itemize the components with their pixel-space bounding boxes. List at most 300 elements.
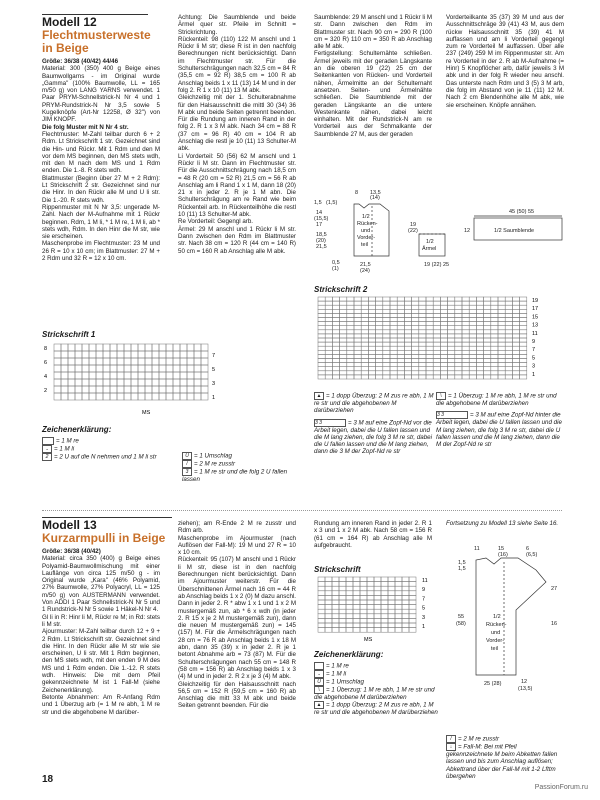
chart-cell bbox=[325, 334, 332, 338]
model12-subtitle-line2: in Beige bbox=[42, 41, 89, 55]
chart-cell bbox=[383, 326, 390, 330]
model13-col4 bbox=[446, 520, 564, 527]
chart-cell bbox=[476, 371, 483, 375]
chart-cell bbox=[347, 375, 354, 379]
para: Gleichzeitig mit der 1. Schulterabnahme für den Halsausschnitt die mittl 30 (34) 36 M abk und beide Seiten getrennt beenden. Für die Rundung am inneren Rand in der folg 2. R 1 x 3 M abk. Nach 34 cm = 88 R (37 cm = 96 R) 40 cm = 104 R ab Anschlag die restl je 10 (11) 13 Schulter-M abk. bbox=[178, 94, 296, 153]
chart-cell bbox=[520, 371, 527, 375]
chart-cell bbox=[376, 318, 383, 322]
chart-cell bbox=[412, 309, 419, 313]
chart-cell bbox=[173, 344, 180, 351]
chart-cell bbox=[395, 600, 402, 605]
chart-cell bbox=[383, 318, 390, 322]
chart-cell bbox=[397, 367, 404, 371]
chart-cell bbox=[412, 375, 419, 379]
stitch-ssk-icon: \ bbox=[436, 392, 446, 400]
chart-cell bbox=[347, 367, 354, 371]
chart-cell bbox=[476, 330, 483, 334]
chart-cell bbox=[325, 623, 332, 628]
chart-cell bbox=[54, 351, 61, 358]
chart-cell bbox=[368, 318, 375, 322]
chart-cell bbox=[383, 305, 390, 309]
chart-cell bbox=[367, 600, 374, 605]
chart-cell bbox=[374, 582, 381, 587]
chart-cell bbox=[426, 367, 433, 371]
chart-cell bbox=[347, 350, 354, 354]
chart-cell bbox=[397, 375, 404, 379]
chart-cell bbox=[448, 318, 455, 322]
chart-cell bbox=[426, 359, 433, 363]
chart-cell bbox=[339, 628, 346, 633]
chart-cell bbox=[325, 614, 332, 619]
chart-cell bbox=[96, 358, 103, 365]
chart-cell bbox=[498, 367, 505, 371]
chart-cell bbox=[340, 313, 347, 317]
chart-cell bbox=[325, 367, 332, 371]
chart-cell bbox=[180, 379, 187, 386]
chart-cell bbox=[491, 309, 498, 313]
chart-cell bbox=[61, 344, 68, 351]
chart-cell bbox=[89, 344, 96, 351]
chart-cell bbox=[390, 359, 397, 363]
chart-cell bbox=[419, 371, 426, 375]
chart-cell bbox=[462, 375, 469, 379]
chart-cell bbox=[159, 372, 166, 379]
chart-cell bbox=[383, 363, 390, 367]
chart-cell bbox=[390, 297, 397, 301]
chart-cell bbox=[404, 371, 411, 375]
chart-cell bbox=[361, 346, 368, 350]
chart-cell bbox=[325, 600, 332, 605]
chart-cell bbox=[318, 305, 325, 309]
chart-cell bbox=[110, 344, 117, 351]
chart-cell bbox=[346, 591, 353, 596]
chart-cell bbox=[476, 318, 483, 322]
chart-cell bbox=[409, 586, 416, 591]
schema-label: (24) bbox=[360, 268, 370, 274]
chart-cell bbox=[409, 628, 416, 633]
chart-cell bbox=[448, 350, 455, 354]
chart-cell bbox=[187, 393, 194, 400]
chart-cell bbox=[397, 371, 404, 375]
chart-cell bbox=[368, 346, 375, 350]
chart-cell bbox=[340, 371, 347, 375]
chart-cell bbox=[173, 386, 180, 393]
chart-cell bbox=[440, 354, 447, 358]
chart-cell bbox=[498, 313, 505, 317]
chart-cell bbox=[68, 358, 75, 365]
chart-cell bbox=[332, 309, 339, 313]
chart-cell bbox=[347, 305, 354, 309]
chart-cell bbox=[520, 326, 527, 330]
chart-cell bbox=[82, 351, 89, 358]
chart-cell bbox=[388, 628, 395, 633]
chart-cell bbox=[498, 334, 505, 338]
chart-cell bbox=[180, 372, 187, 379]
chart-row-label: 7 bbox=[422, 596, 426, 603]
chart-cell bbox=[361, 305, 368, 309]
chart-cell bbox=[325, 375, 332, 379]
chart-cell bbox=[340, 301, 347, 305]
chart-cell bbox=[325, 330, 332, 334]
legend-item: 3 = 1 M re str und die folg 2 U fallen lassen bbox=[182, 468, 288, 483]
chart-cell bbox=[397, 346, 404, 350]
legend-item: U = 1 Umschlag bbox=[182, 452, 302, 460]
schema-label: und bbox=[491, 630, 501, 636]
chart-cell bbox=[433, 322, 440, 326]
schema-label: 27 bbox=[551, 586, 558, 592]
chart-cell bbox=[462, 305, 469, 309]
chart-cell bbox=[368, 326, 375, 330]
chart-cell bbox=[383, 342, 390, 346]
schema-label: 55 bbox=[458, 614, 465, 620]
chart-row-label: 11 bbox=[422, 578, 428, 584]
schema-label: 8 bbox=[355, 190, 359, 196]
para: Größe: 36/38 (40/42) 44/46 bbox=[42, 58, 119, 65]
chart-cell bbox=[462, 346, 469, 350]
chart-cell bbox=[476, 367, 483, 371]
chart-cell bbox=[484, 301, 491, 305]
watermark: PassionForum.ru bbox=[534, 784, 588, 791]
chart-cell bbox=[124, 365, 131, 372]
chart-cell bbox=[404, 338, 411, 342]
chart-cell bbox=[381, 628, 388, 633]
chart-cell bbox=[354, 330, 361, 334]
chart-cell bbox=[340, 346, 347, 350]
schema-label: 1/2 bbox=[426, 239, 434, 245]
chart-cell bbox=[318, 595, 325, 600]
chart-cell bbox=[404, 301, 411, 305]
chart-cell bbox=[512, 375, 519, 379]
chart-cell bbox=[340, 363, 347, 367]
chart-cell bbox=[332, 618, 339, 623]
chart-cell bbox=[520, 338, 527, 342]
chart-cell bbox=[498, 301, 505, 305]
chart-cell bbox=[187, 379, 194, 386]
chart-cell bbox=[455, 322, 462, 326]
chart-cell bbox=[194, 358, 201, 365]
chart-cell bbox=[159, 344, 166, 351]
chart-cell bbox=[360, 586, 367, 591]
chart-cell bbox=[388, 618, 395, 623]
chart-cell bbox=[318, 297, 325, 301]
chart-cell bbox=[440, 318, 447, 322]
chart-cell bbox=[332, 338, 339, 342]
chart-cell bbox=[491, 330, 498, 334]
chart-cell bbox=[360, 623, 367, 628]
chart-cell bbox=[448, 363, 455, 367]
chart-cell bbox=[117, 393, 124, 400]
chart-cell bbox=[318, 334, 325, 338]
chart-cell bbox=[82, 386, 89, 393]
chart-cell bbox=[332, 342, 339, 346]
chart-cell bbox=[412, 305, 419, 309]
chart-cell bbox=[61, 372, 68, 379]
chart-cell bbox=[448, 346, 455, 350]
chart-cell bbox=[433, 346, 440, 350]
chart-cell bbox=[455, 338, 462, 342]
chart-cell bbox=[390, 354, 397, 358]
chart-cell bbox=[360, 577, 367, 582]
chart-cell bbox=[332, 609, 339, 614]
chart-cell bbox=[340, 330, 347, 334]
chart-cell bbox=[404, 330, 411, 334]
chart-cell bbox=[332, 313, 339, 317]
chart-cell bbox=[354, 367, 361, 371]
chart-cell bbox=[131, 393, 138, 400]
chart-row-label: 5 bbox=[422, 605, 426, 612]
chart-cell bbox=[455, 313, 462, 317]
para: Blattmuster (Beginn über 27 M + 2 Rdm): Lt Strickschrift 2 str. Gezeichnet sind nur die Hinr. In den Rückr alle M und U li str. Die 1.-20. R stets wdh. bbox=[42, 174, 160, 204]
chart-cell bbox=[166, 379, 173, 386]
chart-cell bbox=[325, 297, 332, 301]
chart-cell bbox=[455, 309, 462, 313]
chart-cell bbox=[419, 350, 426, 354]
chart-cell bbox=[404, 346, 411, 350]
chart-cell bbox=[426, 371, 433, 375]
chart-cell bbox=[360, 609, 367, 614]
chart-cell bbox=[340, 367, 347, 371]
chart-cell bbox=[440, 301, 447, 305]
chart-cell bbox=[426, 338, 433, 342]
legend-item: \ = 1 Überzug: 1 M re abh, 1 M re str und die abgehobene M darüberziehen bbox=[314, 686, 435, 701]
chart-cell bbox=[476, 305, 483, 309]
chart-cell bbox=[187, 344, 194, 351]
chart-cell bbox=[469, 318, 476, 322]
chart-cell bbox=[347, 313, 354, 317]
chart-cell bbox=[412, 297, 419, 301]
chart-cell bbox=[166, 372, 173, 379]
chart-cell bbox=[318, 359, 325, 363]
chart-cell bbox=[419, 338, 426, 342]
schema-label: 17 bbox=[316, 222, 323, 228]
chart-cell bbox=[402, 628, 409, 633]
chart-cell bbox=[325, 338, 332, 342]
chart-cell bbox=[409, 591, 416, 596]
chart-cell bbox=[361, 309, 368, 313]
chart-cell bbox=[440, 326, 447, 330]
chart-cell bbox=[340, 318, 347, 322]
chart-cell bbox=[390, 367, 397, 371]
chart-cell bbox=[325, 342, 332, 346]
chart-cell bbox=[194, 379, 201, 386]
chart-cell bbox=[340, 297, 347, 301]
chart-cell bbox=[339, 591, 346, 596]
chart-cell bbox=[462, 297, 469, 301]
strickschrift-1 bbox=[42, 340, 232, 418]
chart-cell bbox=[173, 351, 180, 358]
chart-cell bbox=[96, 351, 103, 358]
chart-cell bbox=[383, 301, 390, 305]
chart-cell bbox=[138, 372, 145, 379]
chart-cell bbox=[368, 367, 375, 371]
chart-cell bbox=[332, 330, 339, 334]
chart-cell bbox=[412, 363, 419, 367]
chart-cell bbox=[332, 605, 339, 610]
chart-cell bbox=[354, 350, 361, 354]
chart-cell bbox=[402, 595, 409, 600]
legend-item: / = 2 M re zusstr bbox=[446, 735, 564, 743]
chart-cell bbox=[367, 582, 374, 587]
chart-cell bbox=[152, 365, 159, 372]
chart-cell bbox=[512, 297, 519, 301]
chart-cell bbox=[117, 372, 124, 379]
chart-cell bbox=[361, 354, 368, 358]
chart-cell bbox=[159, 358, 166, 365]
chart-cell bbox=[505, 338, 512, 342]
chart-cell bbox=[404, 305, 411, 309]
chart-cell bbox=[361, 367, 368, 371]
schema-label: 15 bbox=[498, 546, 505, 552]
chart-cell bbox=[339, 623, 346, 628]
chart-cell bbox=[440, 375, 447, 379]
chart-cell bbox=[455, 371, 462, 375]
chart-cell bbox=[354, 318, 361, 322]
chart-cell bbox=[361, 371, 368, 375]
chart-cell bbox=[82, 358, 89, 365]
chart-cell bbox=[318, 367, 325, 371]
chart-cell bbox=[397, 342, 404, 346]
chart-cell bbox=[117, 365, 124, 372]
schema-label: 12 bbox=[464, 228, 471, 234]
chart-cell bbox=[318, 371, 325, 375]
chart-cell bbox=[376, 322, 383, 326]
chart-cell bbox=[448, 334, 455, 338]
chart-cell bbox=[440, 359, 447, 363]
chart-cell bbox=[166, 365, 173, 372]
chart-cell bbox=[89, 358, 96, 365]
chart-cell bbox=[173, 365, 180, 372]
chart-cell bbox=[455, 354, 462, 358]
schema-label: 19 (22) 25 bbox=[424, 262, 450, 268]
chart-cell bbox=[325, 582, 332, 587]
chart-cell bbox=[505, 297, 512, 301]
stitch-k2tog-icon: / bbox=[446, 735, 456, 743]
chart-cell bbox=[166, 393, 173, 400]
chart-cell bbox=[433, 342, 440, 346]
chart-cell bbox=[368, 350, 375, 354]
schema-label: (14) bbox=[370, 195, 380, 201]
chart-cell bbox=[346, 600, 353, 605]
chart-cell bbox=[374, 614, 381, 619]
chart-cell bbox=[332, 305, 339, 309]
chart-cell bbox=[520, 297, 527, 301]
chart-cell bbox=[426, 350, 433, 354]
chart-cell bbox=[180, 351, 187, 358]
chart-cell bbox=[61, 386, 68, 393]
chart-cell bbox=[194, 372, 201, 379]
para: Fertigstellung: Schulternähte schließen. Ärmel jeweils mit der geraden Längskante an die oberen 19 (22) 25 cm der Seitenkanten von Rücken- und Vorderteil nähen, Ärmelmitte an der Schulternaht ansetzen. Seiten- und Ärmelnähte schließen. Die Saumblende mit der geraden Längskante an die untere Westenkante nähen, dabei leicht einhalten. Mit der Rundstrick-N am re Vorderteil aus der Schmalkante der Saumblende 27 M, aus der geraden bbox=[314, 50, 432, 138]
chart-cell bbox=[383, 338, 390, 342]
chart-cell bbox=[440, 305, 447, 309]
chart-cell bbox=[448, 354, 455, 358]
chart-cell bbox=[124, 379, 131, 386]
chart-cell bbox=[419, 301, 426, 305]
strickschrift-13 bbox=[314, 575, 444, 645]
chart-cell bbox=[419, 322, 426, 326]
chart-cell bbox=[347, 334, 354, 338]
chart-row-label: 3 bbox=[212, 381, 216, 387]
chart-cell bbox=[412, 346, 419, 350]
chart-cell bbox=[159, 365, 166, 372]
chart-cell bbox=[395, 628, 402, 633]
chart-cell bbox=[61, 365, 68, 372]
chart-cell bbox=[325, 326, 332, 330]
chart-cell bbox=[201, 358, 208, 365]
chart-cell bbox=[145, 393, 152, 400]
chart-cell bbox=[318, 354, 325, 358]
chart-cell bbox=[498, 297, 505, 301]
chart-cell bbox=[512, 318, 519, 322]
chart-cell bbox=[318, 586, 325, 591]
chart-cell bbox=[469, 346, 476, 350]
chart-cell bbox=[354, 359, 361, 363]
page-number: 18 bbox=[42, 774, 54, 785]
chart-cell bbox=[367, 614, 374, 619]
chart-cell bbox=[469, 350, 476, 354]
chart-cell bbox=[318, 623, 325, 628]
chart-cell bbox=[138, 365, 145, 372]
legend12-col4 bbox=[436, 392, 564, 448]
model13-subtitle: Kurzarmpulli in Beige bbox=[42, 531, 166, 545]
chart-cell bbox=[332, 326, 339, 330]
chart-row-label: 15 bbox=[532, 314, 539, 321]
chart-cell bbox=[340, 354, 347, 358]
chart-cell bbox=[376, 297, 383, 301]
stitch-purl-icon: - bbox=[42, 445, 52, 453]
chart-cell bbox=[361, 326, 368, 330]
chart-row-label: 13 bbox=[532, 322, 539, 329]
stitch-double-decrease-icon: ▲ bbox=[314, 701, 324, 709]
chart-cell bbox=[332, 591, 339, 596]
chart-cell bbox=[484, 330, 491, 334]
chart-cell bbox=[426, 326, 433, 330]
chart-cell bbox=[397, 297, 404, 301]
chart-cell bbox=[390, 371, 397, 375]
chart-cell bbox=[318, 313, 325, 317]
chart-cell bbox=[412, 367, 419, 371]
chart-cell bbox=[412, 330, 419, 334]
chart-row-label: 2 bbox=[44, 388, 48, 394]
chart-cell bbox=[318, 582, 325, 587]
chart-cell bbox=[194, 386, 201, 393]
chart-cell bbox=[347, 330, 354, 334]
chart-cell bbox=[512, 313, 519, 317]
chart-cell bbox=[339, 614, 346, 619]
chart-cell bbox=[138, 379, 145, 386]
chart-cell bbox=[325, 577, 332, 582]
chart-cell bbox=[368, 297, 375, 301]
chart-cell bbox=[173, 372, 180, 379]
chart-cell bbox=[404, 326, 411, 330]
chart-cell bbox=[361, 350, 368, 354]
para: Rundung am inneren Rand in jeder 2. R 1 x 3 und 1 x 2 M abk. Nach 58 cm = 156 R (61 cm = 164 R) ab Anschlag alle M aufgebraucht. bbox=[314, 520, 432, 549]
chart-cell bbox=[383, 375, 390, 379]
chart-cell bbox=[395, 623, 402, 628]
chart-cell bbox=[412, 342, 419, 346]
chart-cell bbox=[512, 309, 519, 313]
chart-row-label: 1 bbox=[212, 395, 216, 401]
chart-cell bbox=[318, 309, 325, 313]
chart-cell bbox=[426, 330, 433, 334]
chart-cell bbox=[520, 346, 527, 350]
chart-cell bbox=[390, 313, 397, 317]
chart-cell bbox=[498, 375, 505, 379]
chart-cell bbox=[512, 350, 519, 354]
chart-cell bbox=[426, 354, 433, 358]
chart-cell bbox=[440, 313, 447, 317]
chart-cell bbox=[520, 350, 527, 354]
para: Rückenteil: 98 (110) 122 M anschl und 1 Rückr li M str; diese R ist in den nachfolg Berechnungen nicht berücksichtigt. Dann im Flechtmuster str. Für die Schulterschrägungen nach 32,5 cm = 84 R (35,5 cm = 92 R) 38,5 cm = 100 R ab Anschlag beids 1 x 11 (13) 14 M und in der folg 2. R 1 x 10 (11) 13 M abk. bbox=[178, 35, 296, 94]
